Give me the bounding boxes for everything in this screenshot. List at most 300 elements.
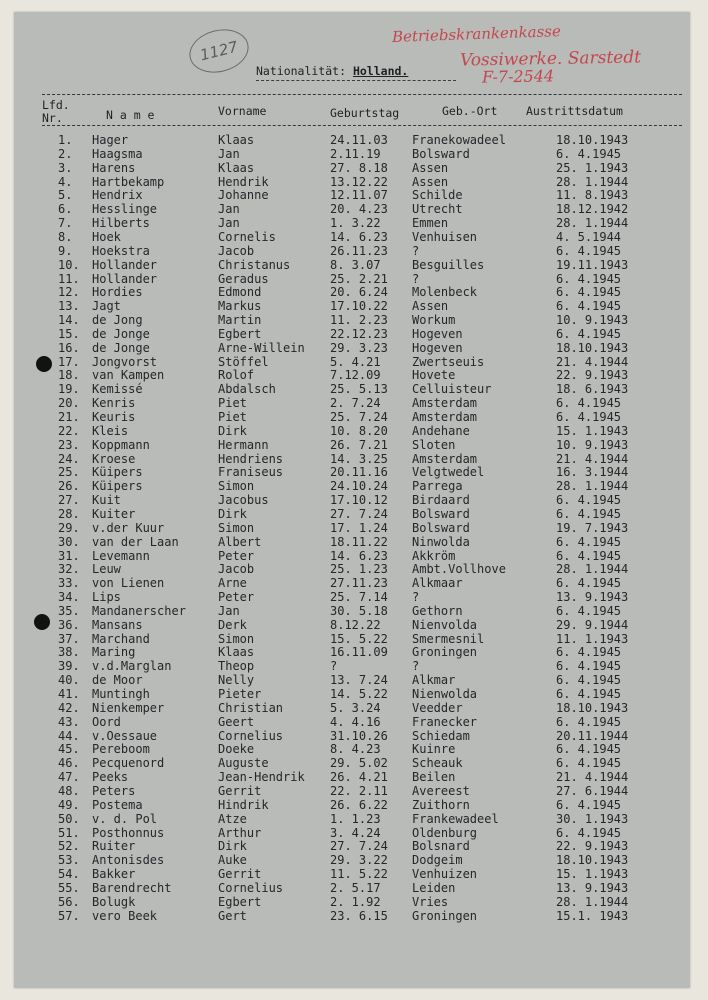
table-row [14, 730, 690, 744]
table-row [14, 148, 690, 162]
table-row [14, 425, 690, 439]
cell-ort: Amsterdam [412, 396, 478, 411]
cell-nr: 45. [58, 742, 80, 757]
cell-name: Leuw [92, 562, 121, 577]
cell-geb: 11. 5.22 [330, 867, 388, 882]
table-row [14, 300, 690, 314]
cell-ort: Beilen [412, 770, 456, 785]
cell-geb: 17.10.22 [330, 299, 388, 314]
cell-geb: 15. 5.22 [330, 631, 388, 646]
cell-ort: Bolsnard [412, 839, 470, 854]
cell-name: Peeks [92, 770, 129, 785]
cell-name: Barendrecht [92, 880, 172, 895]
cell-vorname: Piet [218, 410, 247, 424]
cell-vorname: Simon [218, 520, 255, 535]
cell-ort: Gethorn [412, 603, 463, 618]
cell-name: Hollander [92, 257, 158, 272]
cell-name: Küipers [92, 465, 143, 480]
punch-hole-upper [36, 356, 52, 372]
cell-vorname: Hendrik [218, 174, 269, 189]
cell-aus: 18.10.1943 [556, 853, 629, 868]
cell-ort: Schilde [412, 188, 463, 203]
cell-name: de Jonge [92, 340, 150, 355]
cell-nr: 10. [58, 257, 80, 272]
cell-name: Postema [92, 797, 143, 812]
cell-ort: Bolsward [412, 146, 470, 161]
document-page [14, 12, 690, 988]
cell-vorname: Klaas [218, 160, 255, 175]
cell-ort: Assen [412, 299, 449, 314]
cell-geb: 29. 3.23 [330, 340, 388, 355]
cell-aus: 18.10.1943 [556, 340, 629, 355]
cell-nr: 20. [58, 396, 80, 411]
cell-nr: 38. [58, 645, 80, 660]
nationality-label: Nationalität: [256, 64, 347, 78]
cell-vorname: Markus [218, 299, 262, 314]
cell-ort: Emmen [412, 216, 449, 231]
cell-vorname: Atze [218, 811, 247, 826]
cell-ort: Amsterdam [412, 451, 478, 466]
cell-nr: 26. [58, 479, 80, 494]
cell-vorname: Dirk [218, 423, 247, 438]
cell-geb: ? [330, 659, 338, 674]
cell-aus: 18.10.1943 [556, 133, 629, 147]
cell-geb: 10. 8.20 [330, 423, 388, 438]
table-row [14, 397, 690, 411]
cell-aus: 6. 4.1945 [556, 687, 622, 701]
cell-aus: 6. 4.1945 [556, 146, 622, 161]
cell-nr: 24. [58, 451, 80, 466]
cell-aus: 6. 4.1945 [556, 603, 622, 618]
cell-aus: 6. 4.1945 [556, 285, 622, 300]
cell-ort: Schiedam [412, 728, 470, 743]
cell-vorname: Arne-Willein [218, 340, 305, 355]
cell-ort: Bolsward [412, 506, 470, 521]
cell-name: Kleis [92, 423, 129, 438]
cell-nr: 48. [58, 783, 80, 798]
table-row [14, 314, 690, 328]
cell-geb: 14. 5.22 [330, 687, 388, 701]
cell-aus: 4. 5.1944 [556, 229, 622, 244]
cell-ort: Alkmar [412, 673, 456, 688]
cell-name: Hoek [92, 229, 121, 244]
cell-aus: 6. 4.1945 [556, 576, 622, 591]
cell-vorname: Arne [218, 576, 247, 591]
cell-name: vero Beek [92, 908, 158, 923]
cell-aus: 6. 4.1945 [556, 742, 622, 757]
cell-geb: 22.12.23 [330, 326, 388, 341]
cell-geb: 5. 3.24 [330, 700, 381, 715]
cell-aus: 13. 9.1943 [556, 590, 629, 605]
table-row [14, 771, 690, 785]
cell-geb: 25. 7.24 [330, 410, 388, 424]
table-row [14, 328, 690, 342]
cell-ort: Ninwolda [412, 534, 470, 549]
table-row [14, 508, 690, 522]
table-row [14, 882, 690, 896]
cell-nr: 43. [58, 714, 80, 729]
cell-name: Harens [92, 160, 136, 175]
cell-name: de Jong [92, 313, 143, 328]
cell-nr: 21. [58, 410, 80, 424]
cell-aus: 22. 9.1943 [556, 839, 629, 854]
archive-number-stamp: 1127 [185, 23, 253, 78]
cell-nr: 54. [58, 867, 80, 882]
cell-geb: 16.11.09 [330, 645, 388, 660]
table-row [14, 231, 690, 245]
cell-vorname: Peter [218, 590, 255, 605]
table-row [14, 688, 690, 702]
cell-name: v.Oessaue [92, 728, 158, 743]
cell-geb: 13.12.22 [330, 174, 388, 189]
table-row [14, 189, 690, 203]
cell-ort: Hovete [412, 368, 456, 383]
cell-name: Peters [92, 783, 136, 798]
table-row [14, 633, 690, 647]
cell-nr: 16. [58, 340, 80, 355]
cell-vorname: Rolof [218, 368, 255, 383]
cell-name: Haagsma [92, 146, 143, 161]
cell-ort: Venhuisen [412, 229, 478, 244]
cell-geb: 7.12.09 [330, 368, 381, 383]
cell-vorname: Christanus [218, 257, 291, 272]
col-head-geb-ort: Geb.-Ort [442, 104, 498, 118]
table-row [14, 896, 690, 910]
table-row [14, 245, 690, 259]
cell-ort: Andehane [412, 423, 470, 438]
cell-aus: 6. 4.1945 [556, 659, 622, 674]
cell-aus: 21. 4.1944 [556, 354, 629, 369]
nationality-value: Holland. [352, 64, 409, 78]
cell-ort: Parrega [412, 479, 463, 494]
cell-aus: 28. 1.1944 [556, 216, 629, 231]
cell-nr: 5. [58, 188, 73, 203]
cell-name: Hager [92, 133, 129, 147]
cell-geb: 1. 1.23 [330, 811, 381, 826]
cell-geb: 1. 3.22 [330, 216, 381, 231]
cell-nr: 8. [58, 229, 73, 244]
table-row [14, 591, 690, 605]
cell-nr: 9. [58, 243, 73, 258]
cell-aus: 19.11.1943 [556, 257, 629, 272]
table-row [14, 286, 690, 300]
cell-name: Oord [92, 714, 121, 729]
cell-vorname: Gert [218, 908, 247, 923]
table-row [14, 840, 690, 854]
cell-geb: 27. 8.18 [330, 160, 388, 175]
cell-vorname: Edmond [218, 285, 262, 300]
cell-ort: Velgtwedel [412, 465, 485, 480]
cell-ort: Smermesnil [412, 631, 485, 646]
cell-vorname: Doeke [218, 742, 255, 757]
table-row [14, 605, 690, 619]
table-row [14, 646, 690, 660]
table-row [14, 813, 690, 827]
cell-name: Lips [92, 590, 121, 605]
table-row [14, 356, 690, 370]
cell-name: v.der Kuur [92, 520, 165, 535]
cell-geb: 17. 1.24 [330, 520, 388, 535]
cell-ort: Dodgeim [412, 853, 463, 868]
cell-ort: Nienwolda [412, 687, 478, 701]
cell-name: Kuit [92, 493, 121, 508]
cell-name: Hordies [92, 285, 143, 300]
cell-ort: Zuithorn [412, 797, 470, 812]
cell-vorname: Simon [218, 631, 255, 646]
cell-nr: 1. [58, 133, 73, 147]
cell-aus: 6. 4.1945 [556, 493, 622, 508]
cell-geb: 3. 4.24 [330, 825, 381, 840]
col-head-vorname: Vorname [218, 104, 267, 118]
cell-aus: 28. 1.1944 [556, 562, 629, 577]
cell-ort: Ambt.Vollhove [412, 562, 506, 577]
cell-nr: 11. [58, 271, 80, 286]
cell-aus: 6. 4.1945 [556, 756, 622, 771]
cell-geb: 31.10.26 [330, 728, 388, 743]
cell-nr: 55. [58, 880, 80, 895]
cell-aus: 11. 1.1943 [556, 631, 629, 646]
cell-nr: 49. [58, 797, 80, 812]
cell-name: Hollander [92, 271, 158, 286]
cell-geb: 29. 3.22 [330, 853, 388, 868]
cell-geb: 18.11.22 [330, 534, 388, 549]
cell-aus: 30. 1.1943 [556, 811, 629, 826]
table-row [14, 411, 690, 425]
cell-aus: 15.1. 1943 [556, 908, 629, 923]
cell-aus: 22. 9.1943 [556, 368, 629, 383]
cell-ort: Nienvolda [412, 617, 478, 632]
col-head-nr-2: Nr. [42, 111, 63, 125]
handwritten-note-3: F-7-2544 [481, 66, 555, 87]
cell-aus: 10. 9.1943 [556, 313, 629, 328]
cell-vorname: Klaas [218, 133, 255, 147]
cell-vorname: Hermann [218, 437, 269, 452]
cell-aus: 19. 7.1943 [556, 520, 629, 535]
cell-name: Marchand [92, 631, 150, 646]
cell-ort: Alkmaar [412, 576, 463, 591]
cell-name: Muntingh [92, 687, 150, 701]
table-row [14, 439, 690, 453]
cell-aus: 6. 4.1945 [556, 396, 622, 411]
cell-name: Hesslinge [92, 202, 158, 217]
cell-aus: 6. 4.1945 [556, 645, 622, 660]
cell-ort: Venhuizen [412, 867, 478, 882]
cell-vorname: Hindrik [218, 797, 269, 812]
cell-geb: 24.11.03 [330, 133, 388, 147]
cell-ort: Hogeven [412, 326, 463, 341]
table-row [14, 827, 690, 841]
col-head-geburtstag: Geburtstag [330, 106, 400, 120]
cell-nr: 40. [58, 673, 80, 688]
cell-geb: 2.11.19 [330, 146, 381, 161]
cell-vorname: Franiseus [218, 465, 284, 480]
cell-ort: Oldenburg [412, 825, 478, 840]
cell-vorname: Jean-Hendrik [218, 770, 305, 785]
cell-aus: 6. 4.1945 [556, 825, 622, 840]
table-row [14, 854, 690, 868]
cell-name: Pecquenord [92, 756, 165, 771]
cell-nr: 41. [58, 687, 80, 701]
cell-aus: 18.10.1943 [556, 700, 629, 715]
table-row [14, 383, 690, 397]
cell-nr: 39. [58, 659, 80, 674]
cell-nr: 14. [58, 313, 80, 328]
cell-vorname: Gerrit [218, 867, 262, 882]
cell-geb: 11. 2.23 [330, 313, 388, 328]
table-row [14, 536, 690, 550]
cell-vorname: Klaas [218, 645, 255, 660]
cell-vorname: Cornelius [218, 728, 284, 743]
cell-vorname: Hendriens [218, 451, 284, 466]
cell-nr: 27. [58, 493, 80, 508]
cell-name: Nienkemper [92, 700, 165, 715]
cell-ort: ? [412, 271, 420, 286]
cell-ort: ? [412, 590, 420, 605]
cell-aus: 6. 4.1945 [556, 714, 622, 729]
cell-nr: 46. [58, 756, 80, 771]
table-row [14, 203, 690, 217]
cell-ort: Vries [412, 894, 449, 909]
cell-aus: 15. 1.1943 [556, 867, 629, 882]
cell-vorname: Martin [218, 313, 262, 328]
cell-name: Bakker [92, 867, 136, 882]
cell-aus: 6. 4.1945 [556, 534, 622, 549]
cell-ort: Workum [412, 313, 456, 328]
cell-vorname: Simon [218, 479, 255, 494]
cell-geb: 20. 6.24 [330, 285, 388, 300]
cell-ort: Celluisteur [412, 382, 492, 397]
cell-vorname: Gerrit [218, 783, 262, 798]
cell-nr: 53. [58, 853, 80, 868]
cell-geb: 26. 7.21 [330, 437, 388, 452]
table-row [14, 868, 690, 882]
cell-vorname: Dirk [218, 839, 247, 854]
cell-aus: 6. 4.1945 [556, 673, 622, 688]
cell-aus: 15. 1.1943 [556, 423, 629, 438]
cell-aus: 28. 1.1944 [556, 479, 629, 494]
cell-ort: Scheauk [412, 756, 463, 771]
cell-aus: 18.12.1942 [556, 202, 629, 217]
cell-ort: Kuinre [412, 742, 456, 757]
cell-ort: Molenbeck [412, 285, 478, 300]
cell-nr: 50. [58, 811, 80, 826]
cell-ort: Besguilles [412, 257, 485, 272]
table-row [14, 757, 690, 771]
cell-vorname: Jan [218, 146, 240, 161]
cell-name: Jagt [92, 299, 121, 314]
cell-nr: 23. [58, 437, 80, 452]
table-row [14, 910, 690, 924]
cell-geb: 25. 1.23 [330, 562, 388, 577]
cell-vorname: Pieter [218, 687, 262, 701]
cell-ort: Veedder [412, 700, 463, 715]
cell-vorname: Stöffel [218, 354, 269, 369]
cell-geb: 30. 5.18 [330, 603, 388, 618]
cell-name: Mansans [92, 617, 143, 632]
cell-geb: 13. 7.24 [330, 673, 388, 688]
cell-vorname: Jan [218, 603, 240, 618]
cell-name: Hoekstra [92, 243, 150, 258]
header-bottom-rule [42, 125, 682, 126]
cell-name: Posthonnus [92, 825, 165, 840]
cell-name: von Lienen [92, 576, 165, 591]
cell-nr: 57. [58, 908, 80, 923]
cell-name: Ruiter [92, 839, 136, 854]
cell-vorname: Geradus [218, 271, 269, 286]
table-row [14, 466, 690, 480]
cell-aus: 21. 4.1944 [556, 451, 629, 466]
cell-nr: 3. [58, 160, 73, 175]
cell-vorname: Jacob [218, 562, 255, 577]
table-row [14, 273, 690, 287]
cell-vorname: Derk [218, 617, 247, 632]
cell-vorname: Theop [218, 659, 255, 674]
cell-ort: Akkröm [412, 548, 456, 563]
cell-geb: 26.11.23 [330, 243, 388, 258]
cell-vorname: Jan [218, 216, 240, 231]
header-top-rule [42, 94, 682, 95]
table-row [14, 522, 690, 536]
cell-vorname: Egbert [218, 894, 262, 909]
cell-ort: Amsterdam [412, 410, 478, 424]
table-row [14, 660, 690, 674]
cell-geb: 8.12.22 [330, 617, 381, 632]
cell-nr: 35. [58, 603, 80, 618]
cell-geb: 20. 4.23 [330, 202, 388, 217]
cell-nr: 4. [58, 174, 73, 189]
cell-geb: 4. 4.16 [330, 714, 381, 729]
col-head-name: N a m e [106, 108, 155, 122]
cell-geb: 27. 7.24 [330, 506, 388, 521]
cell-nr: 17. [58, 354, 80, 369]
cell-nr: 51. [58, 825, 80, 840]
cell-geb: 14. 6.23 [330, 548, 388, 563]
cell-aus: 6. 4.1945 [556, 271, 622, 286]
cell-aus: 11. 8.1943 [556, 188, 629, 203]
cell-nr: 19. [58, 382, 80, 397]
handwritten-note-2: Vossiwerke. Sarstedt [459, 47, 642, 71]
table-row [14, 563, 690, 577]
cell-nr: 30. [58, 534, 80, 549]
cell-aus: 27. 6.1944 [556, 783, 629, 798]
cell-nr: 44. [58, 728, 80, 743]
cell-vorname: Jacob [218, 243, 255, 258]
table-row [14, 577, 690, 591]
cell-vorname: Abdalsch [218, 382, 276, 397]
cell-name: v. d. Pol [92, 811, 158, 826]
cell-geb: 2. 1.92 [330, 894, 381, 909]
cell-ort: Zwertseuis [412, 354, 485, 369]
table-row [14, 480, 690, 494]
cell-vorname: Piet [218, 396, 247, 411]
cell-nr: 37. [58, 631, 80, 646]
cell-vorname: Cornelis [218, 229, 276, 244]
cell-name: Levemann [92, 548, 150, 563]
cell-name: Kuiter [92, 506, 136, 521]
cell-vorname: Albert [218, 534, 262, 549]
cell-name: van Kampen [92, 368, 165, 383]
cell-name: v.d.Marglan [92, 659, 172, 674]
cell-aus: 6. 4.1945 [556, 243, 622, 258]
cell-vorname: Peter [218, 548, 255, 563]
cell-nr: 52. [58, 839, 80, 854]
table-row [14, 799, 690, 813]
cell-vorname: Johanne [218, 188, 269, 203]
cell-ort: Avereest [412, 783, 470, 798]
cell-nr: 13. [58, 299, 80, 314]
cell-aus: 20.11.1944 [556, 728, 629, 743]
cell-geb: 2. 7.24 [330, 396, 381, 411]
